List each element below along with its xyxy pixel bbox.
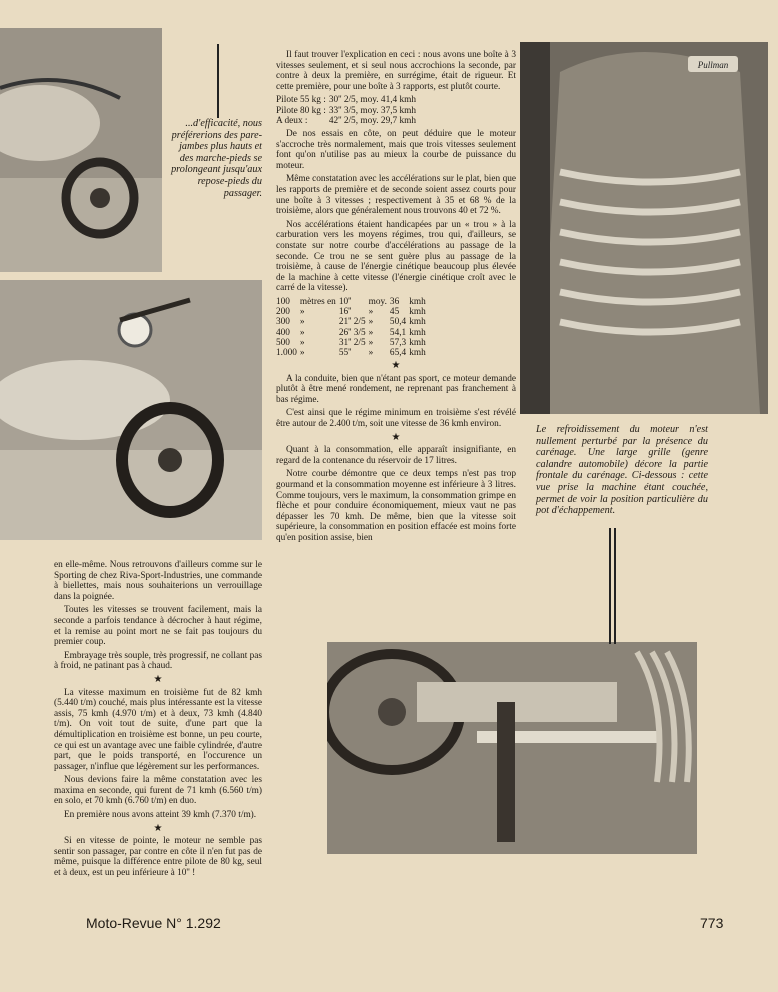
photo-exhaust	[327, 642, 697, 854]
photo-front-grille	[520, 42, 768, 414]
table-row: 500 » 31'' 2/5 » 57,3 kmh	[276, 337, 426, 348]
paragraph: Même constatation avec les accélérations sur le plat, bien que les rapports de première et de seconde soient assez courts pour une boîte à 3 vitesses ; respectivement à 35 et 68 % de la troisième, alors que généralement nous trouvons 40 et 72 %.	[276, 174, 516, 217]
paragraph: Nous devions faire la même constatation avec les maxima en seconde, qui furent de 71 kmh (6.560 t/m) en solo, et 70 kmh (6.760 t/m) en duo.	[54, 775, 262, 807]
table-row: 400 » 26'' 3/5 » 54,1 kmh	[276, 327, 426, 338]
table-row: 200 » 16'' » 45 kmh	[276, 307, 426, 318]
paragraph: Si en vitesse de pointe, le moteur ne semble pas sentir son passager, par contre en côte il n'en fut pas de même, puisque la différence entre pilote de 80 kg, seul et à deux, est un peu inférieure à 10'' !	[54, 836, 262, 879]
table-row: 300 » 21'' 2/5 » 50,4 kmh	[276, 317, 426, 328]
paragraph: De nos essais en côte, on peut déduire que le moteur s'accroche très normalement, mais que trois vitesses seulement font qu'on n'utilise pas au mieux la courbe de puissance du moteur.	[276, 128, 516, 171]
table-row: 100 mètres en 10'' moy. 36 kmh	[276, 296, 426, 307]
article-column-left	[54, 560, 262, 882]
table-row: A deux : 42'' 2/5, moy. 29,7 kmh	[276, 115, 417, 126]
caption-right-rule-1	[609, 528, 611, 644]
paragraph: Il faut trouver l'explication en ceci : nous avons une boîte à 3 vitesses seulement, et si seul nous accrochions la seconde, par contre à deux la première, en surrégime, était de rigueur. Et cette première, pour une boîte à 3 rapports, est plutôt courte.	[276, 50, 516, 92]
paragraph: Notre courbe démontre que ce deux temps n'est pas trop gourmand et la consommation moyenne est inférieure à 3 litres. Comme toujours, vers le maximum, la consommation grimpe en flèche et pour conduire économiquement, mieux vaut ne pas dépasser les 70 kmh. De même, bien que la vitesse soit supérieure, la consommation en position effacée est moins forte qu'en position assise, bien	[276, 469, 516, 544]
photo-scooter-side	[0, 280, 262, 540]
caption-right-rule-2	[614, 528, 616, 644]
table-row: 1.000 » 55'' » 65,4 kmh	[276, 347, 426, 358]
paragraph: A la conduite, bien que n'étant pas sport, ce moteur demande plutôt à être mené rondement, ne reprenant pas franchement à bas régime.	[276, 373, 516, 405]
article-column-right	[276, 50, 516, 547]
section-star: ★	[153, 822, 163, 834]
paragraph: En première nous avons atteint 39 kmh (7.370 t/m).	[64, 810, 257, 821]
paragraph: Toutes les vitesses se trouvent facilement, mais la seconde a parfois tendance à décrocher à haut régime, et la remise au point mort ne se fait pas toujours du premier coup.	[54, 605, 262, 648]
magazine-footer: Moto-Revue N° 1.292	[86, 915, 221, 931]
grille-brand-badge: Pullman	[697, 60, 729, 70]
table-row: Pilote 55 kg : 30'' 2/5, moy. 41,4 kmh	[276, 95, 417, 106]
page-number: 773	[700, 915, 724, 931]
table-row: Pilote 80 kg : 33'' 3/5, moy. 37,5 kmh	[276, 105, 417, 116]
caption-left: ...d'efficacité, nous préférerions des pare-jambes plus hauts et des marche-pieds se prolongeant jusqu'aux repose-pieds du passager.	[171, 118, 262, 199]
section-star: ★	[391, 431, 401, 443]
paragraph: en elle-même. Nous retrouvons d'ailleurs comme sur le Sporting de chez Riva-Sport-Industries, une commande à biellettes, mais nous souhaiterions un verrouillage dans la poignée.	[54, 560, 262, 602]
hill-climb-table	[276, 95, 419, 126]
paragraph: Nos accélérations étaient handicapées par un « trou » à la carburation vers les moyens régimes, trou qui, d'ailleurs, se constate sur notre courbe d'accélérations au passage de la seconde. Ce trou ne se sent guère plus au passage de la troisième, à cause de l'énergie cinétique beaucoup plus élevée de la machine à cette vitesse (l'énergie cinétique croît avec le carré de la vitesse).	[276, 219, 516, 294]
paragraph: Quant à la consommation, elle apparaît insignifiante, en regard de la contenance du réservoir de 17 litres.	[276, 445, 516, 466]
paragraph: La vitesse maximum en troisième fut de 82 kmh (5.440 t/m) couché, mais plus intéressante est la vitesse assis, 75 kmh (4.970 t/m) et à deux, 73 kmh (4.840 t/m). On voit tout de suite, d'une part que la démultiplication en troisième est bonne, un peu courte, ce qui est un avantage avec une faible cylindrée, d'autre part, que le poids transporté, en l'occurence un passager, n'influe que légèrement sur les performances.	[54, 687, 262, 772]
acceleration-table	[276, 297, 429, 358]
caption-left-rule	[217, 44, 219, 118]
caption-right: Le refroidissement du moteur n'est nullement perturbé par la présence du carénage. Une large grille (genre calandre automobile) décore la partie frontale du carénage. Ci-dessous : cette vue prise la machine étant couchée, permet de voir la position particulière du pot d'échappement.	[536, 424, 708, 517]
photo-scooter-rear	[0, 28, 162, 272]
paragraph: Embrayage très souple, très progressif, ne collant pas à froid, ne patinant pas à chaud.	[54, 650, 263, 672]
paragraph: C'est ainsi que le régime minimum en troisième s'est révélé être autour de 2.400 t/m, soit une vitesse de 36 kmh environ.	[276, 408, 516, 430]
section-star: ★	[153, 673, 163, 685]
section-star: ★	[391, 360, 401, 372]
